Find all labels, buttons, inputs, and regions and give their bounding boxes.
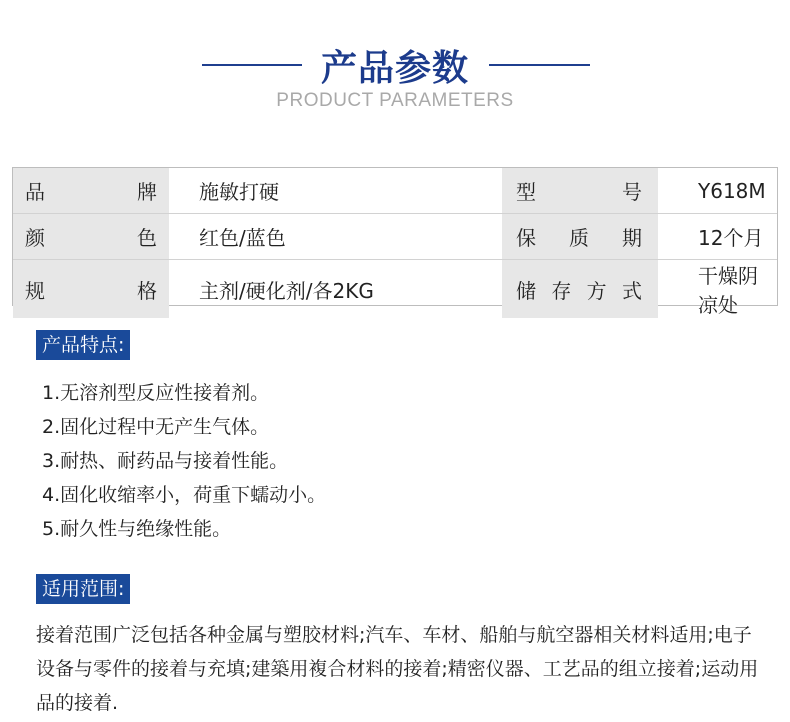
param-label: 储 存 方 式 (502, 260, 658, 319)
section-title (0, 0, 790, 120)
table-row (13, 214, 777, 260)
applicable-description: 接着范围广泛包括各种金属与塑胶材料;汽车、车材、船舶与航空器相关材料适用;电子设备与零件的接着与充填;建築用複合材料的接着;精密仪器、工艺品的组立接着;运动用品的接着. (36, 624, 759, 714)
page-title: 产品参数 (320, 48, 469, 89)
list-item: 4.固化收缩率小，荷重下蠕动小。 (42, 484, 327, 506)
list-item: 3.耐热、耐药品与接着性能。 (42, 450, 289, 472)
param-value: 干燥阴凉处 (698, 264, 758, 317)
param-value: 主剂/硬化剂/各2KG (199, 278, 374, 303)
param-value: 红色/蓝色 (169, 214, 502, 260)
param-value: 12个月 (658, 214, 777, 260)
list-item: 1.无溶剂型反应性接着剂。 (42, 382, 270, 404)
param-value: 施敏打硬 (169, 168, 502, 214)
param-value: Y618M (658, 168, 777, 214)
applicable-heading: 适用范围: (36, 574, 130, 604)
table-row (13, 168, 777, 214)
param-label: 保 质 期 (502, 214, 658, 260)
page-subtitle: PRODUCT PARAMETERS (276, 90, 514, 111)
parameter-table (12, 167, 778, 317)
list-item: 5.耐久性与绝缘性能。 (42, 518, 232, 540)
param-label: 规 格 (13, 260, 169, 319)
param-label: 颜 色 (13, 214, 169, 260)
table-row (13, 260, 777, 319)
param-label: 品 牌 (13, 168, 169, 214)
list-item: 2.固化过程中无产生气体。 (42, 416, 270, 438)
param-label: 型 号 (502, 168, 658, 214)
features-list (42, 376, 326, 546)
features-heading: 产品特点: (36, 330, 130, 360)
title-divider-right (489, 64, 590, 66)
